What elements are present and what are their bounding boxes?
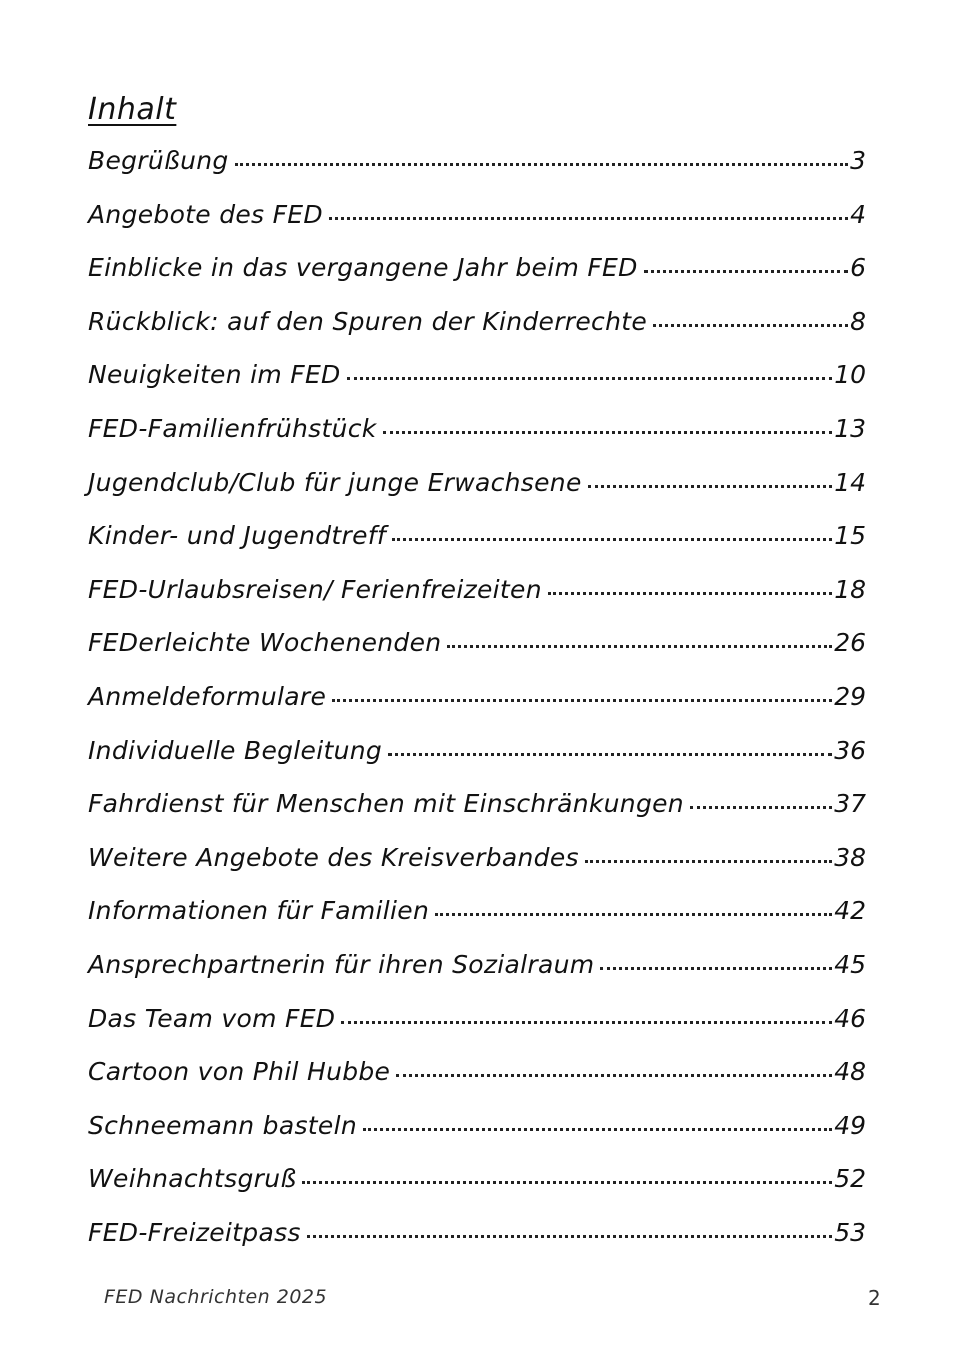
toc-entry[interactable] (88, 843, 866, 897)
toc-entry[interactable] (88, 200, 866, 254)
dot-leader (653, 324, 848, 327)
toc-entry-page: 45 (834, 949, 866, 979)
dot-leader (396, 1074, 832, 1077)
dot-leader (388, 753, 832, 756)
toc-entry-title: Ansprechpartnerin für ihren Sozialraum (88, 949, 595, 979)
toc-entry[interactable] (88, 1218, 866, 1272)
toc-entry-page: 26 (834, 628, 866, 658)
dot-leader (383, 431, 833, 434)
dot-leader (332, 699, 832, 702)
toc-entry-page: 36 (834, 735, 866, 765)
toc-entry[interactable] (88, 307, 866, 361)
toc-entry[interactable] (88, 253, 866, 307)
dot-leader (392, 538, 832, 541)
toc-entry-page: 53 (834, 1217, 866, 1247)
toc-entry[interactable] (88, 414, 866, 468)
toc-entry-title: Individuelle Begleitung (88, 735, 383, 765)
toc-entry[interactable] (88, 682, 866, 736)
toc-entry-title: FEDerleichte Wochenenden (88, 628, 442, 658)
toc-entry-page: 49 (834, 1110, 866, 1140)
footer-publication: FED Nachrichten 2025 (104, 1286, 328, 1308)
toc-entry[interactable] (88, 950, 866, 1004)
toc-entry-page: 13 (834, 413, 866, 443)
dot-leader (307, 1235, 832, 1238)
toc-entry-page: 15 (834, 521, 866, 551)
toc-entry-page: 46 (834, 1003, 866, 1033)
toc-entry-page: 38 (834, 842, 866, 872)
dot-leader (235, 163, 849, 166)
toc-entry-title: FED-Familienfrühstück (88, 413, 377, 443)
toc-entry[interactable] (88, 789, 866, 843)
toc-entry-page: 37 (834, 789, 866, 819)
dot-leader (341, 1021, 832, 1024)
toc-entry[interactable] (88, 575, 866, 629)
footer-page-number: 2 (868, 1286, 881, 1310)
toc-entry-title: Einblicke in das vergangene Jahr beim FED (88, 253, 638, 283)
toc-entry[interactable] (88, 1057, 866, 1111)
toc-entry-title: Informationen für Familien (88, 896, 430, 926)
toc-entry-title: Kinder- und Jugendtreff (88, 521, 386, 551)
toc-entry-page: 48 (834, 1057, 866, 1087)
toc-entry[interactable] (88, 468, 866, 522)
dot-leader (690, 806, 832, 809)
toc-entry-title: Anmeldeformulare (88, 681, 327, 711)
toc-heading: Inhalt (88, 92, 177, 127)
toc-entry-title: Neuigkeiten im FED (88, 360, 341, 390)
dot-leader (585, 860, 832, 863)
toc-entry[interactable] (88, 521, 866, 575)
toc-entry-title: Fahrdienst für Menschen mit Einschränkungen (88, 789, 684, 819)
toc-entry[interactable] (88, 1164, 866, 1218)
dot-leader (329, 217, 848, 220)
toc-entry-title: FED-Freizeitpass (88, 1217, 301, 1247)
dot-leader (600, 967, 832, 970)
toc-entry-title: FED-Urlaubsreisen/ Ferienfreizeiten (88, 574, 542, 604)
toc-entry-page: 6 (850, 253, 866, 283)
dot-leader (644, 270, 848, 273)
toc-entry-title: Das Team vom FED (88, 1003, 336, 1033)
toc-entry-title: Begrüßung (88, 146, 229, 175)
dot-leader (435, 913, 832, 916)
toc-entry-page: 29 (834, 681, 866, 711)
toc-entry-title: Schneemann basteln (88, 1110, 357, 1140)
dot-leader (347, 377, 833, 380)
toc-entry-page: 52 (834, 1164, 866, 1194)
toc-entry-page: 8 (850, 306, 866, 336)
toc-entry-page: 3 (850, 146, 866, 175)
toc-entry[interactable] (88, 628, 866, 682)
toc-entry-page: 14 (834, 467, 866, 497)
dot-leader (363, 1128, 832, 1131)
toc-entry[interactable] (88, 1004, 866, 1058)
toc-entry-page: 4 (850, 199, 866, 229)
toc-entry[interactable] (88, 1111, 866, 1165)
dot-leader (447, 645, 832, 648)
toc-entry-title: Weihnachtsgruß (88, 1164, 297, 1194)
toc-entry-page: 18 (834, 574, 866, 604)
toc-entry[interactable] (88, 896, 866, 950)
toc-entry-title: Weitere Angebote des Kreisverbandes (88, 842, 579, 872)
table-of-contents (88, 146, 866, 1271)
toc-entry-title: Angebote des FED (88, 199, 323, 229)
toc-entry-title: Rückblick: auf den Spuren der Kinderrechte (88, 306, 647, 336)
dot-leader (548, 592, 832, 595)
toc-entry-page: 42 (834, 896, 866, 926)
dot-leader (588, 485, 833, 488)
toc-entry-page: 10 (834, 360, 866, 390)
toc-entry[interactable] (88, 736, 866, 790)
dot-leader (302, 1181, 832, 1184)
toc-entry[interactable] (88, 360, 866, 414)
toc-entry-title: Jugendclub/Club für junge Erwachsene (88, 467, 582, 497)
toc-entry-title: Cartoon von Phil Hubbe (88, 1057, 391, 1087)
toc-entry[interactable] (88, 146, 866, 200)
